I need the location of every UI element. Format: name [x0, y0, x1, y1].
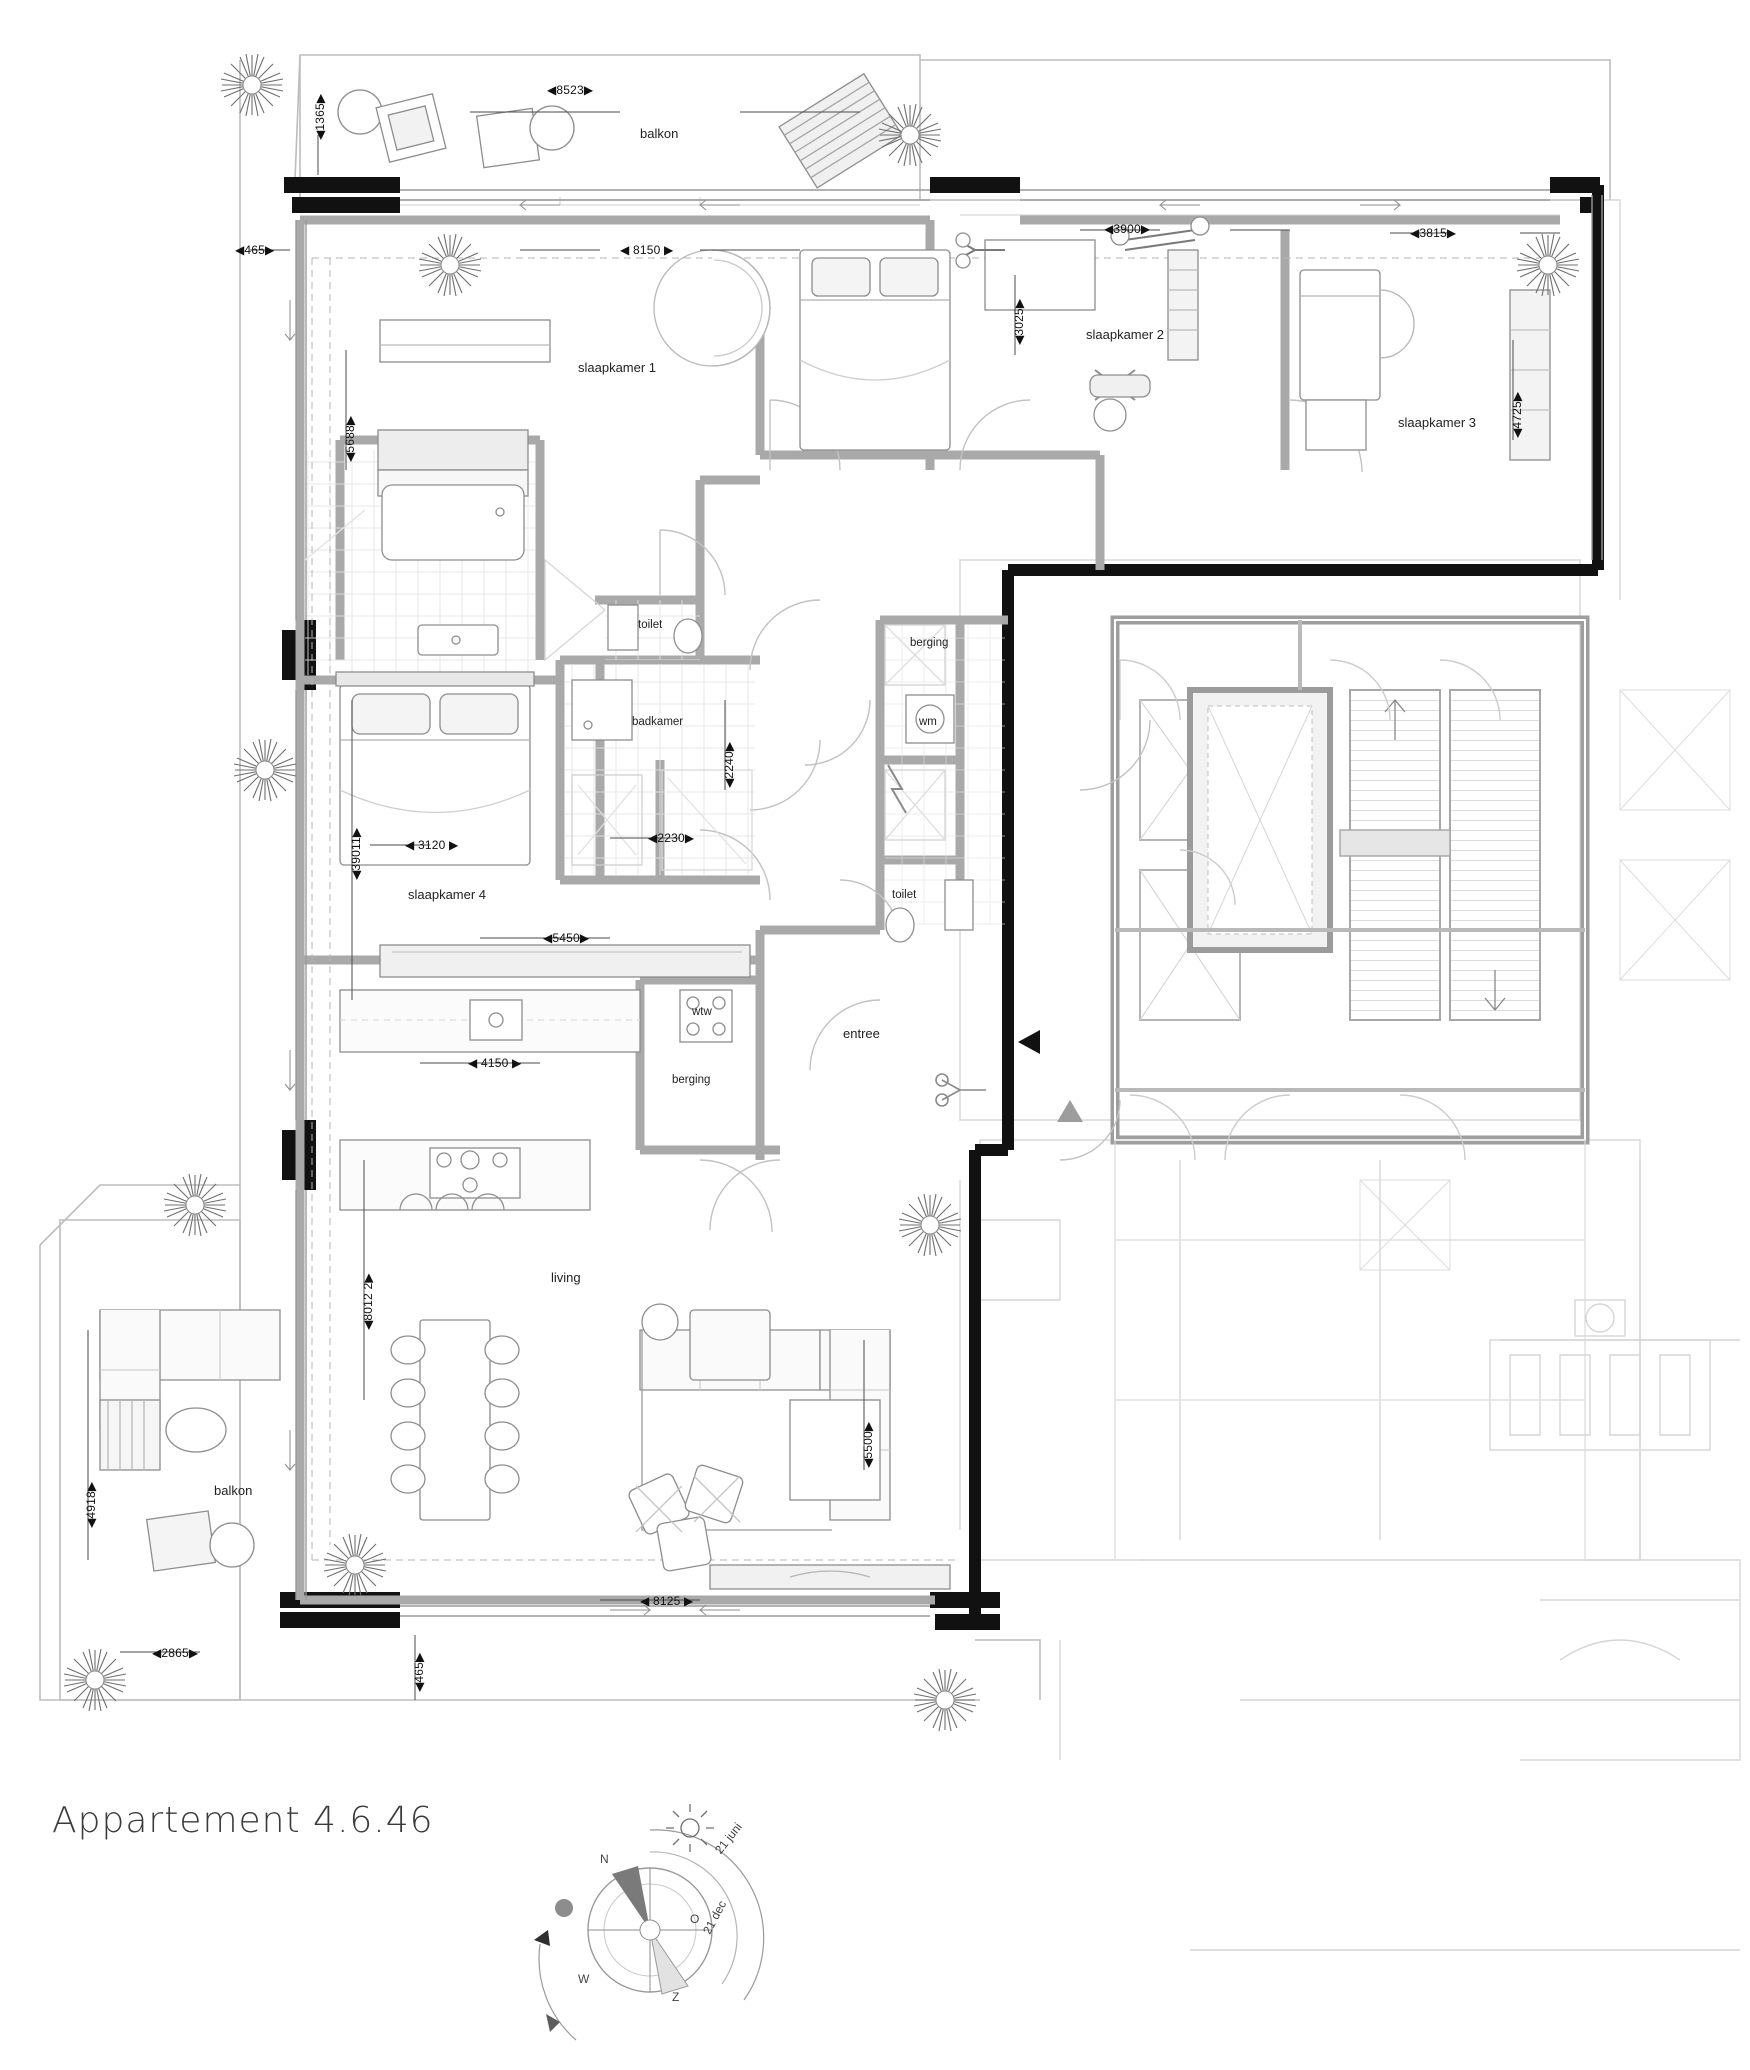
room-label-berging-2: berging — [672, 1074, 711, 1086]
dimension-3900: ◀3900▶ — [1104, 222, 1151, 236]
room-label-slaapkamer-2: slaapkamer 2 — [1086, 327, 1165, 342]
dimension-2240: ◀2240▶ — [722, 741, 736, 788]
dimension-5688: ◀5688▶ — [343, 415, 357, 462]
dimension-2230: ◀2230▶ — [648, 831, 695, 845]
compass-north: N — [600, 1852, 609, 1866]
room-label-living: living — [551, 1270, 581, 1285]
room-label-balkon-bottom: balkon — [214, 1483, 253, 1498]
dimension-2865: ◀2865▶ — [152, 1646, 199, 1660]
compass-south: Z — [672, 1990, 680, 2004]
room-label-berging-1: berging — [910, 637, 949, 649]
dimension-8125: ◀ 8125 ▶ — [640, 1594, 694, 1608]
room-label-toilet-1: toilet — [638, 619, 663, 631]
drawing-title: Appartement 4.6.46 — [52, 1800, 434, 1841]
room-label-wm: wm — [919, 716, 937, 728]
dimension-8012-2: ◀8012 2▶ — [361, 1273, 375, 1330]
room-label-badkamer: badkamer — [632, 716, 684, 728]
dimension-8523: ◀8523▶ — [547, 83, 594, 97]
room-label-slaapkamer-1: slaapkamer 1 — [578, 360, 657, 375]
dimension-465-bottom: ◀465▶ — [412, 1652, 426, 1692]
room-label-slaapkamer-3: slaapkamer 3 — [1398, 415, 1477, 430]
dimension-5500: ◀5500▶ — [861, 1421, 875, 1468]
dimension-3025: ◀3025▶ — [1012, 298, 1026, 345]
dimension-5450: ◀5450▶ — [543, 931, 590, 945]
room-label-entree: entree — [843, 1026, 880, 1041]
dimension-4725: ◀4725▶ — [1510, 391, 1524, 438]
room-label-wtw: wtw — [692, 1006, 712, 1018]
dimension-1365: ◀1365▶ — [313, 93, 327, 140]
dimension-4918: ◀4918▶ — [84, 1481, 98, 1528]
dimension-39011: ◀39011▶ — [349, 827, 363, 880]
dimension-3815: ◀3815▶ — [1410, 226, 1457, 240]
dimension-8150: ◀ 8150 ▶ — [620, 243, 674, 257]
compass-west: W — [578, 1972, 590, 1986]
compass-summer-label: 21 juni — [712, 1820, 745, 1857]
compass-winter-label: 21 dec — [700, 1898, 730, 1937]
sun-path-compass — [500, 1790, 800, 2070]
compass-east: O — [690, 1912, 700, 1926]
room-label-balkon-top: balkon — [640, 126, 679, 141]
dimension-3120: ◀ 3120 ▶ — [405, 838, 459, 852]
dimension-465-top: ◀465▶ — [235, 243, 275, 257]
dimension-4150: ◀ 4150 ▶ — [468, 1056, 522, 1070]
room-label-toilet-2: toilet — [892, 889, 917, 901]
room-label-slaapkamer-4: slaapkamer 4 — [408, 887, 487, 902]
